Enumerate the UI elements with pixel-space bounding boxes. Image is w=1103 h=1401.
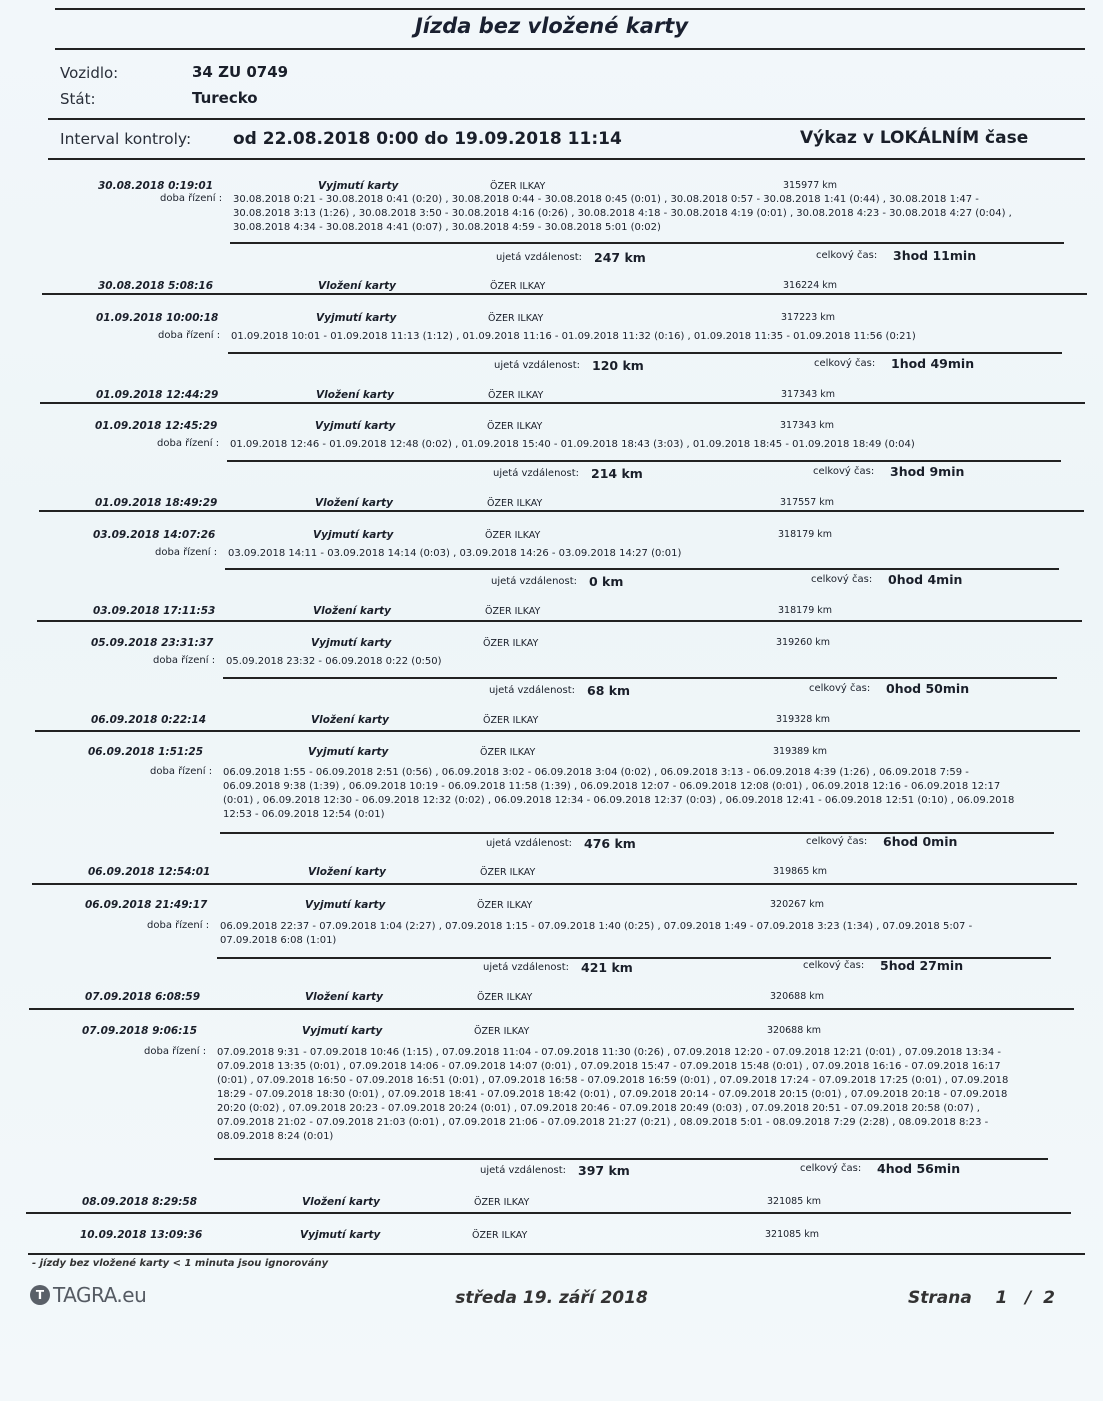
total-time-value: 1hod 49min: [891, 356, 975, 371]
distance-value: 476 km: [584, 836, 636, 851]
card-removal-odometer: 318179 km: [778, 529, 833, 540]
card-insertion-odometer: 319865 km: [773, 866, 828, 877]
distance-label: ujetá vzdálenost:: [483, 962, 570, 973]
distance-label: ujetá vzdálenost:: [496, 252, 583, 263]
distance-value: 0 km: [589, 574, 624, 589]
card-removal-timestamp: 03.09.2018 14:07:26: [93, 529, 216, 541]
card-removal-driver: ÖZER ILKAY: [477, 900, 533, 911]
report-title: Jízda bez vložené karty: [414, 14, 689, 38]
distance-label: ujetá vzdálenost:: [486, 838, 573, 849]
card-removal-odometer: 320267 km: [770, 899, 825, 910]
driving-label: doba řízení :: [160, 193, 223, 204]
driving-periods: 01.09.2018 10:01 - 01.09.2018 11:13 (1:12) , 01.09.2018 11:16 - 01.09.2018 11:32 (0:16) , 01.09.2018 11:35 - 01.09.2018 11:56 (0:21): [231, 331, 916, 342]
page-indicator: Strana 1 / 2: [908, 1288, 1055, 1308]
card-insertion-driver: ÖZER ILKAY: [488, 390, 544, 401]
total-time-label: celkový čas:: [816, 250, 878, 261]
driving-periods: 07.09.2018 9:31 - 07.09.2018 10:46 (1:15) , 07.09.2018 11:04 - 07.09.2018 11:30 (0:26) , 07.09.2018 12:20 - 07.09.2018 12:21 (0:01) , 07.09.2018 13:34 - 07.09.2018 13:35 (0:01) , 07.09.2018 14:06 - 07.09.2018 14:07 (0:01) , 07.09.2018 15:47 - 07.09.2018 15:48 (0:01) , 07.09.2018 16:16 - 07.09.2018 16:17 (0:01) , 07.09.2018 16:50 - 07.09.2018 16:51 (0:01) , 07.09.2018 16:58 - 07.09.2018 16:59 (0:01) , 07.09.2018 17:24 - 07.09.2018 17:25 (0:01) , 07.09.2018 18:29 - 07.09.2018 18:30 (0:01) , 07.09.2018 18:41 - 07.09.2018 18:42 (0:01) , 07.09.2018 20:14 - 07.09.2018 20:15 (0:01) , 07.09.2018 20:18 - 07.09.2018 20:20 (0:02) , 07.09.2018 20:23 - 07.09.2018 20:24 (0:01) , 07.09.2018 20:46 - 07.09.2018 20:49 (0:03) , 07.09.2018 20:51 - 07.09.2018 20:58 (0:07) , 07.09.2018 21:02 - 07.09.2018 21:03 (0:01) , 07.09.2018 21:06 - 07.09.2018 21:27 (0:21) , 08.09.2018 5:01 - 08.09.2018 7:29 (2:28) , 08.09.2018 8:23 - 08.09.2018 8:24 (0:01): [217, 1047, 1009, 1142]
card-removal-odometer: 317343 km: [780, 420, 835, 431]
card-removal-timestamp: 01.09.2018 12:45:29: [95, 420, 218, 432]
record-separator: [39, 510, 1084, 512]
total-time-label: celkový čas:: [803, 960, 865, 971]
tagra-logo-icon: T: [30, 1285, 50, 1305]
card-removal-odometer: 317223 km: [781, 312, 836, 323]
print-date: středa 19. září 2018: [455, 1288, 648, 1308]
distance-value: 397 km: [578, 1163, 630, 1178]
total-time-value: 5hod 27min: [880, 958, 964, 973]
card-insertion-timestamp: 08.09.2018 8:29:58: [82, 1196, 198, 1208]
card-insertion-timestamp: 07.09.2018 6:08:59: [85, 991, 201, 1003]
driving-periods: 06.09.2018 22:37 - 07.09.2018 1:04 (2:27) , 07.09.2018 1:15 - 07.09.2018 1:40 (0:25) , 07.09.2018 1:49 - 07.09.2018 3:23 (1:34) , 07.09.2018 5:07 - 07.09.2018 6:08 (1:01): [220, 921, 973, 946]
card-removal-timestamp: 05.09.2018 23:31:37: [91, 637, 214, 649]
card-removal-driver: ÖZER ILKAY: [488, 313, 544, 324]
total-time-value: 4hod 56min: [877, 1161, 961, 1176]
vehicle-label: Vozidlo:: [60, 64, 119, 82]
card-removal-last-timestamp: 10.09.2018 13:09:36: [80, 1229, 203, 1241]
card-insertion-odometer: 320688 km: [770, 991, 825, 1002]
page-current: 1: [995, 1288, 1008, 1308]
driving-label: doba řízení :: [144, 1046, 207, 1057]
card-removal-timestamp: 01.09.2018 10:00:18: [96, 312, 219, 324]
interval-label: Interval kontroly:: [60, 130, 192, 148]
summary-rule: [214, 1158, 1048, 1160]
card-insertion-action: Vložení karty: [308, 866, 387, 878]
interval-value: od 22.08.2018 0:00 do 19.09.2018 11:14: [233, 129, 622, 149]
card-insertion-odometer: 317557 km: [780, 497, 835, 508]
driving-periods: 03.09.2018 14:11 - 03.09.2018 14:14 (0:03) , 03.09.2018 14:26 - 03.09.2018 14:27 (0:01): [228, 548, 682, 559]
card-insertion-odometer: 321085 km: [767, 1196, 822, 1207]
card-removal-timestamp: 07.09.2018 9:06:15: [82, 1025, 198, 1037]
card-removal-odometer: 320688 km: [767, 1025, 822, 1036]
card-removal-action: Vyjmutí karty: [305, 899, 386, 911]
distance-label: ujetá vzdálenost:: [491, 576, 578, 587]
driving-periods: 30.08.2018 0:21 - 30.08.2018 0:41 (0:20) , 30.08.2018 0:44 - 30.08.2018 0:45 (0:01) , 30.08.2018 0:57 - 30.08.2018 1:41 (0:44) , 30.08.2018 1:47 - 30.08.2018 3:13 (1:26) , 30.08.2018 3:50 - 30.08.2018 4:16 (0:26) , 30.08.2018 4:18 - 30.08.2018 4:19 (0:01) , 30.08.2018 4:23 - 30.08.2018 4:27 (0:04) , 30.08.2018 4:34 - 30.08.2018 4:41 (0:07) , 30.08.2018 4:59 - 30.08.2018 5:01 (0:02): [233, 194, 1012, 233]
summary-rule: [227, 460, 1061, 462]
distance-value: 68 km: [587, 683, 631, 698]
card-removal-odometer: 315977 km: [783, 180, 838, 191]
card-insertion-timestamp: 01.09.2018 12:44:29: [96, 389, 219, 401]
record-separator: [32, 883, 1077, 885]
total-time-value: 6hod 0min: [883, 834, 958, 849]
driving-label: doba řízení :: [153, 655, 216, 666]
driving-label: doba řízení :: [157, 438, 220, 449]
card-removal-action: Vyjmutí karty: [318, 180, 399, 192]
card-insertion-driver: ÖZER ILKAY: [474, 1197, 530, 1208]
page-total: 2: [1043, 1288, 1055, 1308]
card-insertion-driver: ÖZER ILKAY: [477, 992, 533, 1003]
interval-rule: [48, 158, 1085, 160]
distance-value: 120 km: [592, 358, 644, 373]
card-insertion-driver: ÖZER ILKAY: [490, 281, 546, 292]
card-removal-action: Vyjmutí karty: [316, 312, 397, 324]
distance-value: 421 km: [581, 960, 633, 975]
card-removal-driver: ÖZER ILKAY: [490, 181, 546, 192]
card-removal-driver: ÖZER ILKAY: [483, 638, 539, 649]
total-time-label: celkový čas:: [809, 683, 871, 694]
state-label: Stát:: [60, 90, 96, 108]
card-removal-driver: ÖZER ILKAY: [485, 530, 541, 541]
summary-rule: [228, 352, 1062, 354]
card-removal-last-driver: ÖZER ILKAY: [472, 1230, 528, 1241]
summary-rule: [223, 677, 1057, 679]
card-insertion-driver: ÖZER ILKAY: [483, 715, 539, 726]
record-separator: [37, 620, 1082, 622]
driving-label: doba řízení :: [147, 920, 210, 931]
card-insertion-timestamp: 06.09.2018 0:22:14: [91, 714, 207, 726]
card-removal-driver: ÖZER ILKAY: [487, 421, 543, 432]
total-time-value: 0hod 4min: [888, 572, 963, 587]
card-removal-driver: ÖZER ILKAY: [474, 1026, 530, 1037]
card-insertion-action: Vložení karty: [302, 1196, 381, 1208]
footnote: - jízdy bez vložené karty < 1 minuta jsou ignorovány: [32, 1258, 329, 1269]
total-time-value: 0hod 50min: [886, 681, 970, 696]
driving-label: doba řízení :: [158, 330, 221, 341]
card-insertion-odometer: 318179 km: [778, 605, 833, 616]
driving-periods: 06.09.2018 1:55 - 06.09.2018 2:51 (0:56) , 06.09.2018 3:02 - 06.09.2018 3:04 (0:02) , 06.09.2018 3:13 - 06.09.2018 4:39 (1:26) , 06.09.2018 7:59 - 06.09.2018 9:38 (1:39) , 06.09.2018 10:19 - 06.09.2018 11:58 (1:39) , 06.09.2018 12:07 - 06.09.2018 12:08 (0:01) , 06.09.2018 12:16 - 06.09.2018 12:17 (0:01) , 06.09.2018 12:30 - 06.09.2018 12:32 (0:02) , 06.09.2018 12:34 - 06.09.2018 12:37 (0:03) , 06.09.2018 12:41 - 06.09.2018 12:51 (0:10) , 06.09.2018 12:53 - 06.09.2018 12:54 (0:01): [223, 767, 1015, 820]
total-time-label: celkový čas:: [813, 466, 875, 477]
card-removal-odometer: 319389 km: [773, 746, 828, 757]
card-removal-action: Vyjmutí karty: [302, 1025, 383, 1037]
total-time-label: celkový čas:: [806, 836, 868, 847]
total-time-value: 3hod 9min: [890, 464, 965, 479]
total-time-label: celkový čas:: [800, 1163, 862, 1174]
card-insertion-action: Vložení karty: [315, 497, 394, 509]
card-insertion-timestamp: 06.09.2018 12:54:01: [88, 866, 211, 878]
top-rule: [55, 8, 1085, 10]
total-time-value: 3hod 11min: [893, 248, 977, 263]
record-separator: [35, 730, 1080, 732]
card-removal-action: Vyjmutí karty: [313, 529, 394, 541]
card-removal-timestamp: 06.09.2018 21:49:17: [85, 899, 208, 911]
header-rule: [48, 118, 1085, 120]
driving-label: doba řízení :: [155, 547, 218, 558]
page-end-rule: [28, 1253, 1085, 1255]
card-removal-last-odometer: 321085 km: [765, 1229, 820, 1240]
card-insertion-action: Vložení karty: [316, 389, 395, 401]
summary-rule: [230, 242, 1064, 244]
record-separator: [26, 1212, 1071, 1214]
vehicle-value: 34 ZU 0749: [192, 63, 289, 81]
state-value: Turecko: [192, 89, 258, 107]
card-insertion-action: Vložení karty: [313, 605, 392, 617]
card-insertion-action: Vložení karty: [318, 280, 397, 292]
card-insertion-driver: ÖZER ILKAY: [485, 606, 541, 617]
total-time-label: celkový čas:: [811, 574, 873, 585]
card-removal-timestamp: 30.08.2018 0:19:01: [98, 180, 214, 192]
card-insertion-action: Vložení karty: [311, 714, 390, 726]
record-separator: [29, 1008, 1074, 1010]
card-removal-action: Vyjmutí karty: [315, 420, 396, 432]
page-label: Strana: [908, 1288, 972, 1308]
title-rule: [55, 48, 1085, 50]
card-insertion-odometer: 316224 km: [783, 280, 838, 291]
record-separator: [40, 402, 1085, 404]
card-removal-last-action: Vyjmutí karty: [300, 1229, 381, 1241]
distance-value: 247 km: [594, 250, 646, 265]
distance-label: ujetá vzdálenost:: [493, 468, 580, 479]
card-insertion-driver: ÖZER ILKAY: [487, 498, 543, 509]
card-insertion-action: Vložení karty: [305, 991, 384, 1003]
distance-label: ujetá vzdálenost:: [494, 360, 581, 371]
card-insertion-odometer: 317343 km: [781, 389, 836, 400]
card-insertion-driver: ÖZER ILKAY: [480, 867, 536, 878]
card-removal-timestamp: 06.09.2018 1:51:25: [88, 746, 204, 758]
card-removal-action: Vyjmutí karty: [308, 746, 389, 758]
card-removal-odometer: 319260 km: [776, 637, 831, 648]
driving-label: doba řízení :: [150, 766, 213, 777]
total-time-label: celkový čas:: [814, 358, 876, 369]
distance-value: 214 km: [591, 466, 643, 481]
summary-rule: [225, 568, 1059, 570]
logo-text: TAGRA.eu: [53, 1283, 147, 1307]
card-insertion-odometer: 319328 km: [776, 714, 831, 725]
card-removal-driver: ÖZER ILKAY: [480, 747, 536, 758]
report-mode: Výkaz v LOKÁLNÍM čase: [800, 128, 1029, 148]
driving-periods: 01.09.2018 12:46 - 01.09.2018 12:48 (0:02) , 01.09.2018 15:40 - 01.09.2018 18:43 (3:03) , 01.09.2018 18:45 - 01.09.2018 18:49 (0:04): [230, 439, 915, 450]
card-insertion-timestamp: 01.09.2018 18:49:29: [95, 497, 218, 509]
driving-periods: 05.09.2018 23:32 - 06.09.2018 0:22 (0:50): [226, 656, 442, 667]
record-separator: [42, 293, 1087, 295]
card-insertion-timestamp: 03.09.2018 17:11:53: [93, 605, 216, 617]
distance-label: ujetá vzdálenost:: [489, 685, 576, 696]
distance-label: ujetá vzdálenost:: [480, 1165, 567, 1176]
card-insertion-timestamp: 30.08.2018 5:08:16: [98, 280, 214, 292]
card-removal-action: Vyjmutí karty: [311, 637, 392, 649]
